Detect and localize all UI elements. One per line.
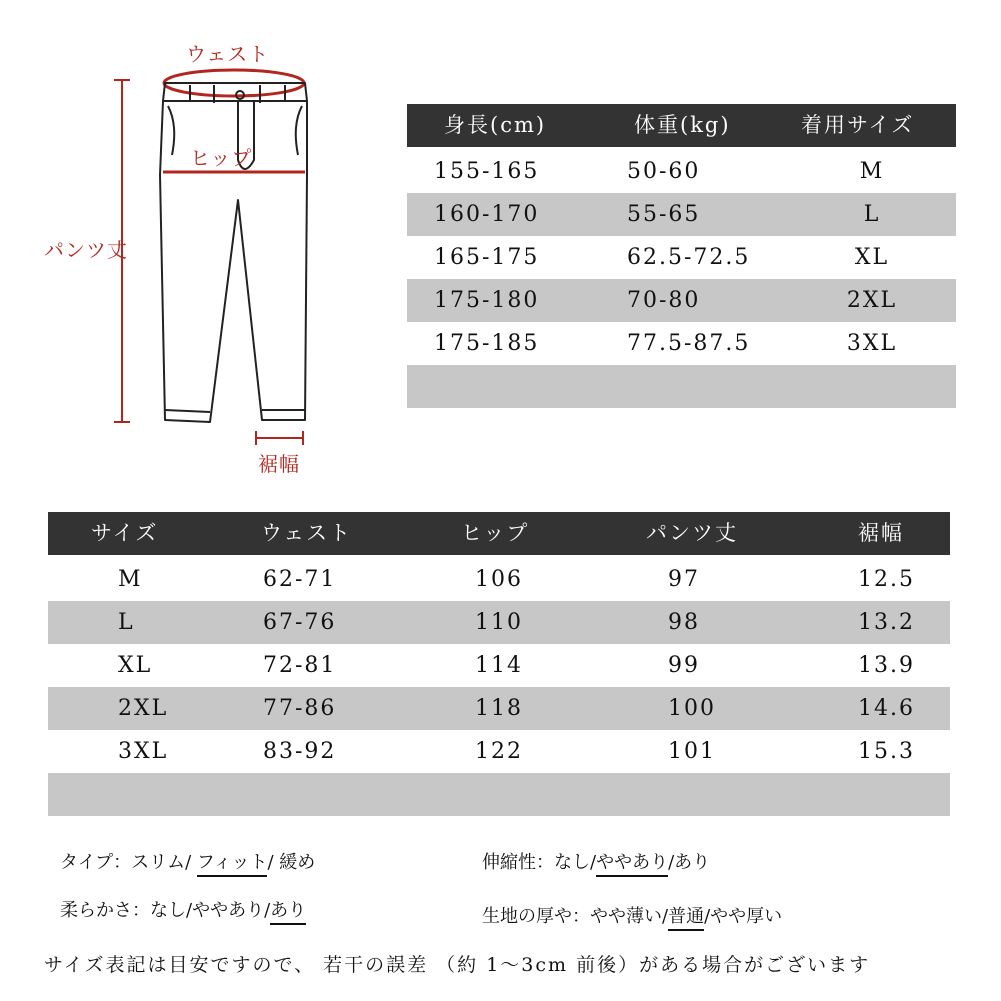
hem-cell: 12.5	[858, 567, 915, 592]
table-row	[48, 687, 950, 730]
length-cell: 97	[668, 567, 700, 592]
header-size: サイズ	[91, 521, 159, 545]
hem-cell: 15.3	[858, 739, 915, 764]
table-row	[407, 279, 956, 322]
length-cell: 101	[668, 739, 716, 764]
type-option: / 緩め	[267, 852, 316, 873]
size-guide-header-row	[407, 104, 956, 147]
weight-cell: 70-80	[627, 288, 701, 313]
type-option: スリム/	[131, 852, 192, 873]
table-row	[407, 150, 956, 193]
type-label: タイプ：	[60, 852, 132, 873]
hem-cell: 14.6	[858, 696, 915, 721]
length-label: パンツ丈	[44, 238, 128, 262]
size-cell: 2XL	[846, 288, 898, 313]
size-cell: L	[863, 202, 881, 227]
height-cell: 160-170	[434, 202, 540, 227]
header-hip: ヒップ	[461, 521, 530, 545]
size-guide-table	[407, 104, 956, 408]
hem-cell: 13.9	[858, 653, 915, 678]
size-cell: L	[118, 610, 135, 635]
waist-label: ウェスト	[186, 42, 270, 66]
height-cell: 155-165	[434, 159, 540, 184]
thickness-attribute	[482, 902, 782, 931]
hem-measure-line	[256, 431, 303, 445]
hip-cell: 106	[475, 567, 523, 592]
stretch-option-selected: ややあり	[596, 848, 668, 877]
size-cell: 3XL	[846, 331, 898, 356]
table-row	[48, 601, 950, 644]
waist-cell: 72-81	[263, 653, 337, 678]
table-row	[48, 558, 950, 601]
header-worn-size: 着用サイズ	[801, 113, 915, 137]
stretch-option: なし/	[554, 852, 597, 873]
size-cell: XL	[854, 245, 890, 270]
length-cell: 100	[668, 696, 716, 721]
waist-cell: 77-86	[263, 696, 337, 721]
table-row	[48, 730, 950, 773]
hip-cell: 122	[475, 739, 523, 764]
waist-cell: 62-71	[263, 567, 337, 592]
thickness-option: やや薄い/	[590, 906, 669, 927]
height-cell: 175-185	[434, 331, 540, 356]
size-disclaimer: サイズ表記は目安ですので、 若干の誤差 （約 1〜3cm 前後）がある場合がございます	[44, 954, 871, 976]
hem-label: 裾幅	[258, 452, 300, 476]
hip-cell: 118	[475, 696, 523, 721]
stretch-label: 伸縮性：	[482, 852, 554, 873]
empty-row	[48, 773, 950, 816]
hip-cell: 114	[475, 653, 523, 678]
stretch-option: /あり	[668, 852, 711, 873]
stretch-attribute	[482, 848, 710, 877]
pants-outline	[160, 83, 307, 422]
length-cell: 98	[668, 610, 700, 635]
size-cell: 2XL	[118, 696, 169, 721]
size-cell: M	[859, 159, 885, 184]
height-cell: 175-180	[434, 288, 540, 313]
header-waist: ウェスト	[261, 521, 353, 545]
weight-cell: 50-60	[627, 159, 701, 184]
pants-diagram	[0, 0, 400, 490]
table-row	[407, 193, 956, 236]
type-attribute	[60, 848, 315, 877]
thickness-label: 生地の厚や：	[482, 906, 590, 927]
waist-cell: 67-76	[263, 610, 337, 635]
table-row	[407, 236, 956, 279]
waist-cell: 83-92	[263, 739, 337, 764]
header-weight: 体重(kg)	[634, 113, 731, 137]
size-chart-header-row	[48, 512, 950, 555]
softness-option-selected: あり	[270, 896, 306, 925]
length-cell: 99	[668, 653, 700, 678]
header-height: 身長(cm)	[444, 113, 547, 137]
weight-cell: 77.5-87.5	[627, 331, 751, 356]
size-cell: M	[118, 567, 143, 592]
empty-row	[407, 365, 956, 408]
thickness-option: /やや厚い	[704, 906, 783, 927]
header-hem: 裾幅	[858, 521, 904, 545]
softness-option: なし/ややあり/	[150, 900, 271, 921]
header-length: パンツ丈	[646, 521, 738, 545]
table-row	[48, 644, 950, 687]
hip-cell: 110	[475, 610, 523, 635]
thickness-option-selected: 普通	[668, 902, 704, 931]
hip-label: ヒップ	[190, 146, 253, 170]
hem-cell: 13.2	[858, 610, 915, 635]
size-cell: 3XL	[118, 739, 169, 764]
height-cell: 165-175	[434, 245, 540, 270]
softness-label: 柔らかさ：	[60, 900, 150, 921]
softness-attribute	[60, 896, 306, 925]
table-row	[407, 322, 956, 365]
size-chart-table	[48, 512, 950, 816]
weight-cell: 55-65	[627, 202, 701, 227]
weight-cell: 62.5-72.5	[627, 245, 751, 270]
size-cell: XL	[118, 653, 153, 678]
type-option-selected: フィット	[197, 848, 268, 877]
